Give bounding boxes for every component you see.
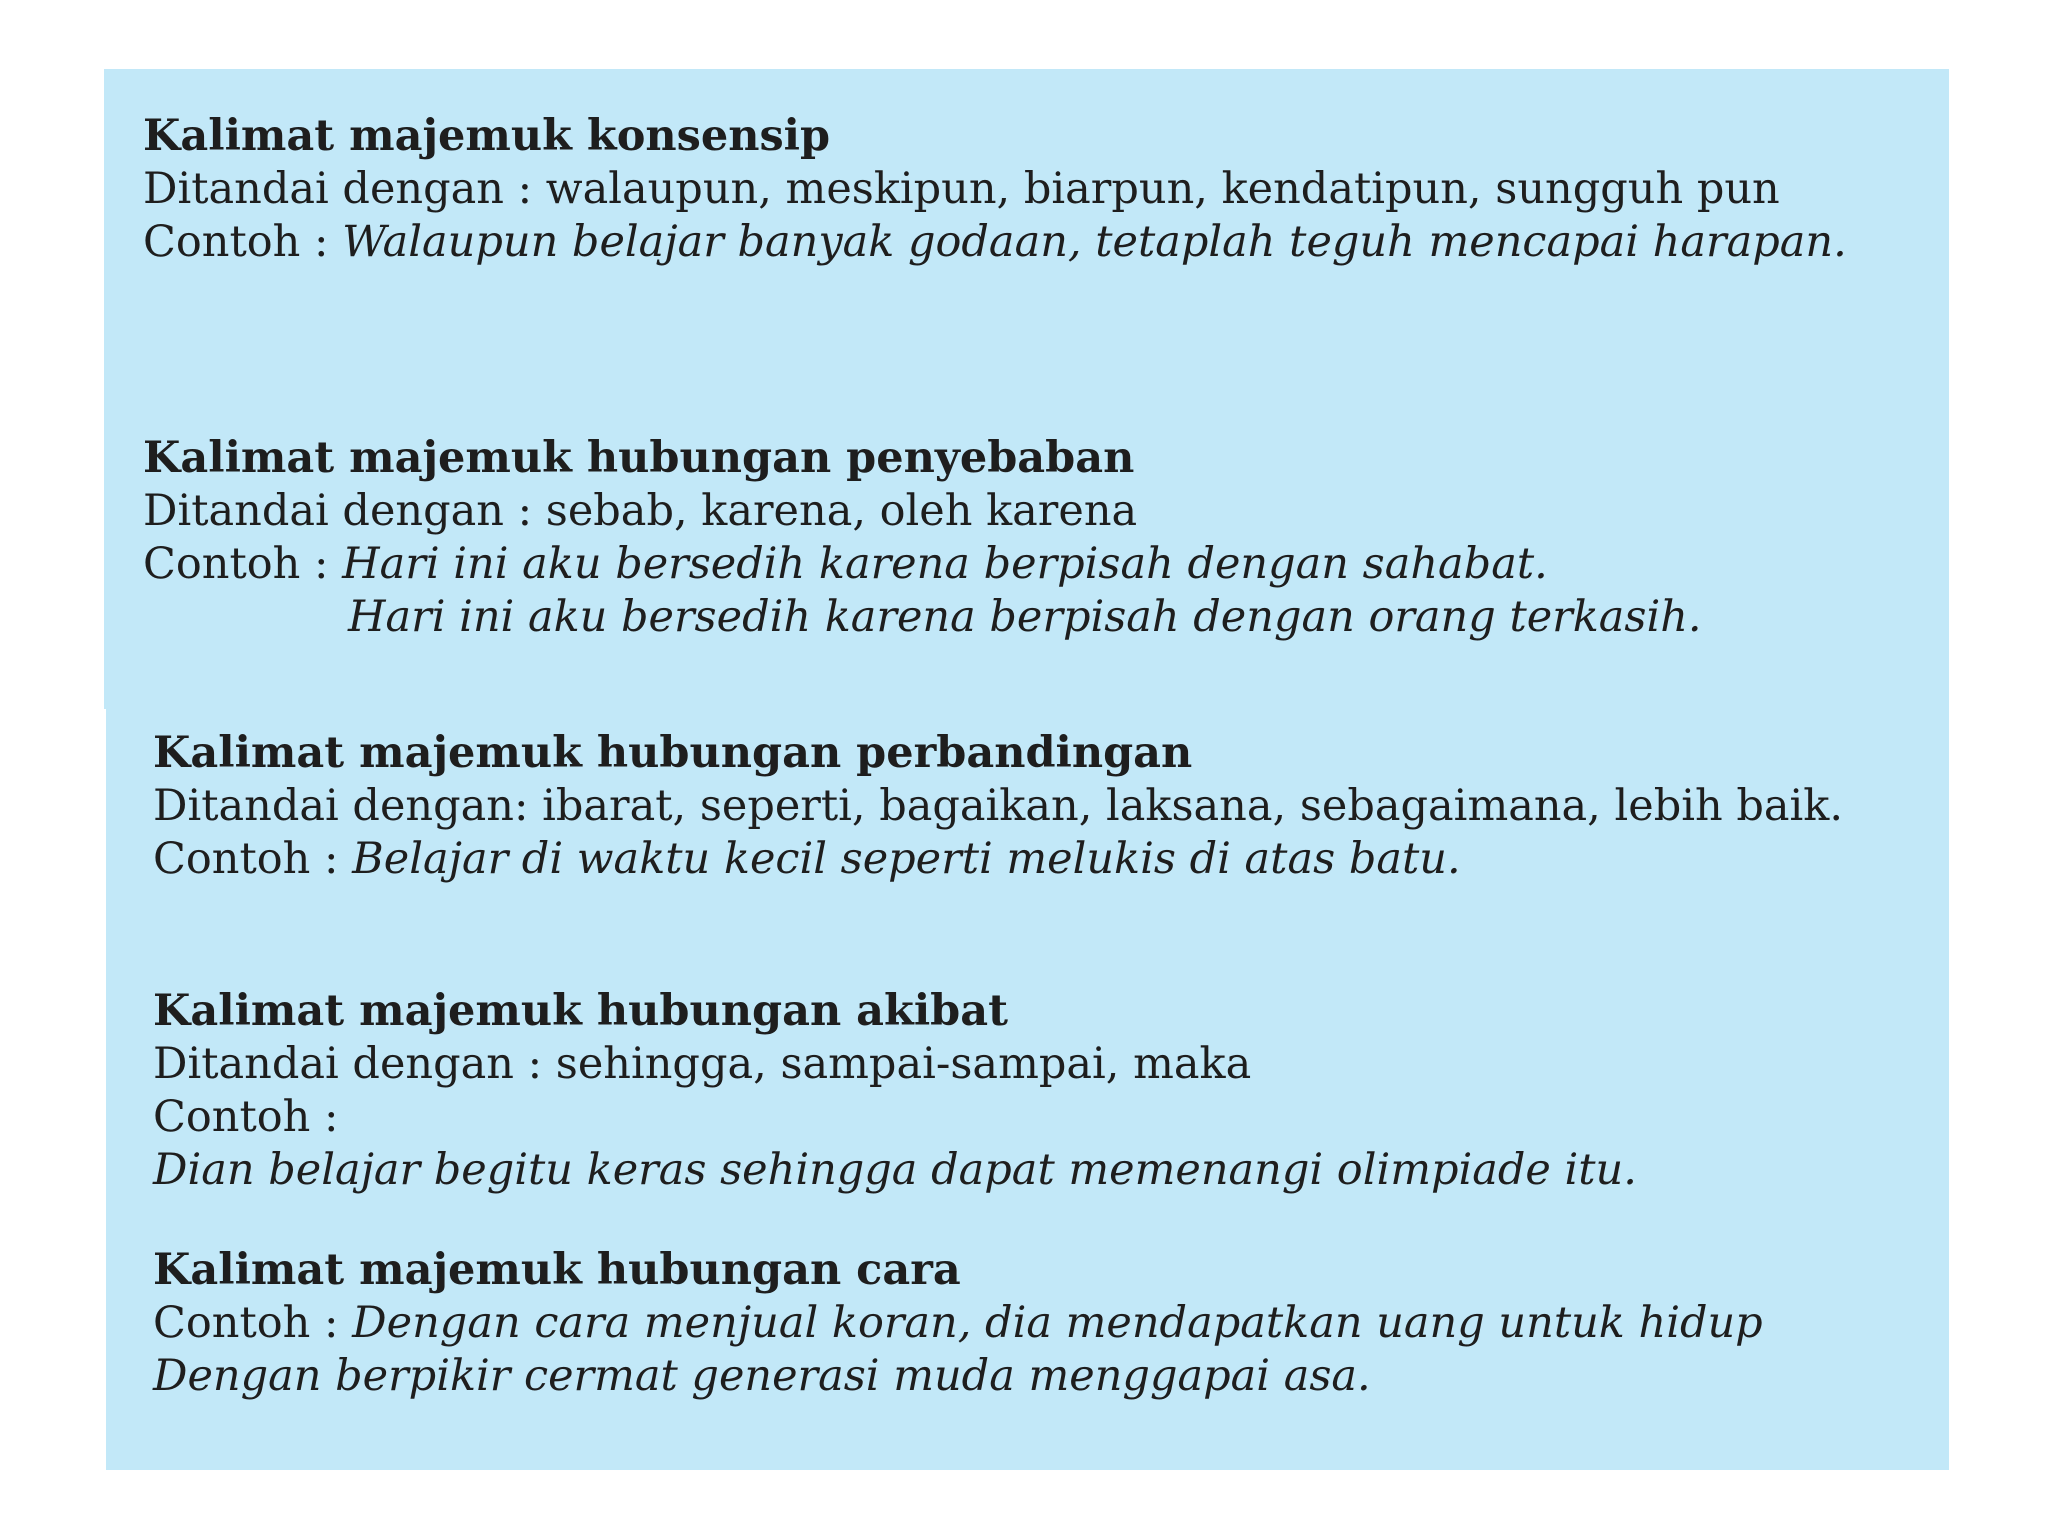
section-heading: Kalimat majemuk konsensip [143,111,831,161]
example-line [153,1297,1928,1350]
example-sentence: Belajar di waktu kecil seperti melukis di atas batu. [352,834,1461,884]
example-line-continued [143,591,1928,644]
marker-line: Ditandai dengan : sebab, karena, oleh karena [143,486,1138,536]
example-sentence: Dian belajar begitu keras sehingga dapat memenangi olimpiade itu. [153,1145,1637,1195]
example-sentence: Hari ini aku bersedih karena berpisah dengan sahabat. [342,539,1548,589]
example-sentence: Walaupun belajar banyak godaan, tetaplah teguh mencapai harapan. [342,217,1847,267]
example-sentence: Dengan berpikir cermat generasi muda menggapai asa. [153,1351,1371,1401]
example-sentence: Hari ini aku bersedih karena berpisah dengan orang terkasih. [348,592,1702,642]
marker-line: Ditandai dengan : sehingga, sampai-sampai, maka [153,1039,1252,1089]
section-cara [153,1244,1928,1403]
section-heading: Kalimat majemuk hubungan perbandingan [153,728,1193,778]
section-heading: Kalimat majemuk hubungan penyebaban [143,433,1135,483]
example-label: Contoh : [153,1092,339,1142]
section-akibat [153,985,1928,1197]
example-sentence: Dengan cara menjual koran, dia mendapatkan uang untuk hidup [352,1298,1763,1348]
example-line [143,538,1928,591]
marker-line: Ditandai dengan : walaupun, meskipun, biarpun, kendatipun, sungguh pun [143,164,1780,214]
example-label: Contoh : [143,539,343,589]
section-heading: Kalimat majemuk hubungan akibat [153,986,1008,1036]
marker-line: Ditandai dengan: ibarat, seperti, bagaikan, laksana, sebagaimana, lebih baik. [153,781,1843,831]
section-heading: Kalimat majemuk hubungan cara [153,1245,961,1295]
section-perbandingan [153,727,1928,886]
example-label: Contoh : [143,217,343,267]
example-label: Contoh : [153,1298,353,1348]
example-line [143,216,1928,269]
example-label: Contoh : [153,834,353,884]
section-konsensip [143,110,1928,269]
example-line [153,833,1928,886]
section-penyebaban [143,432,1928,644]
